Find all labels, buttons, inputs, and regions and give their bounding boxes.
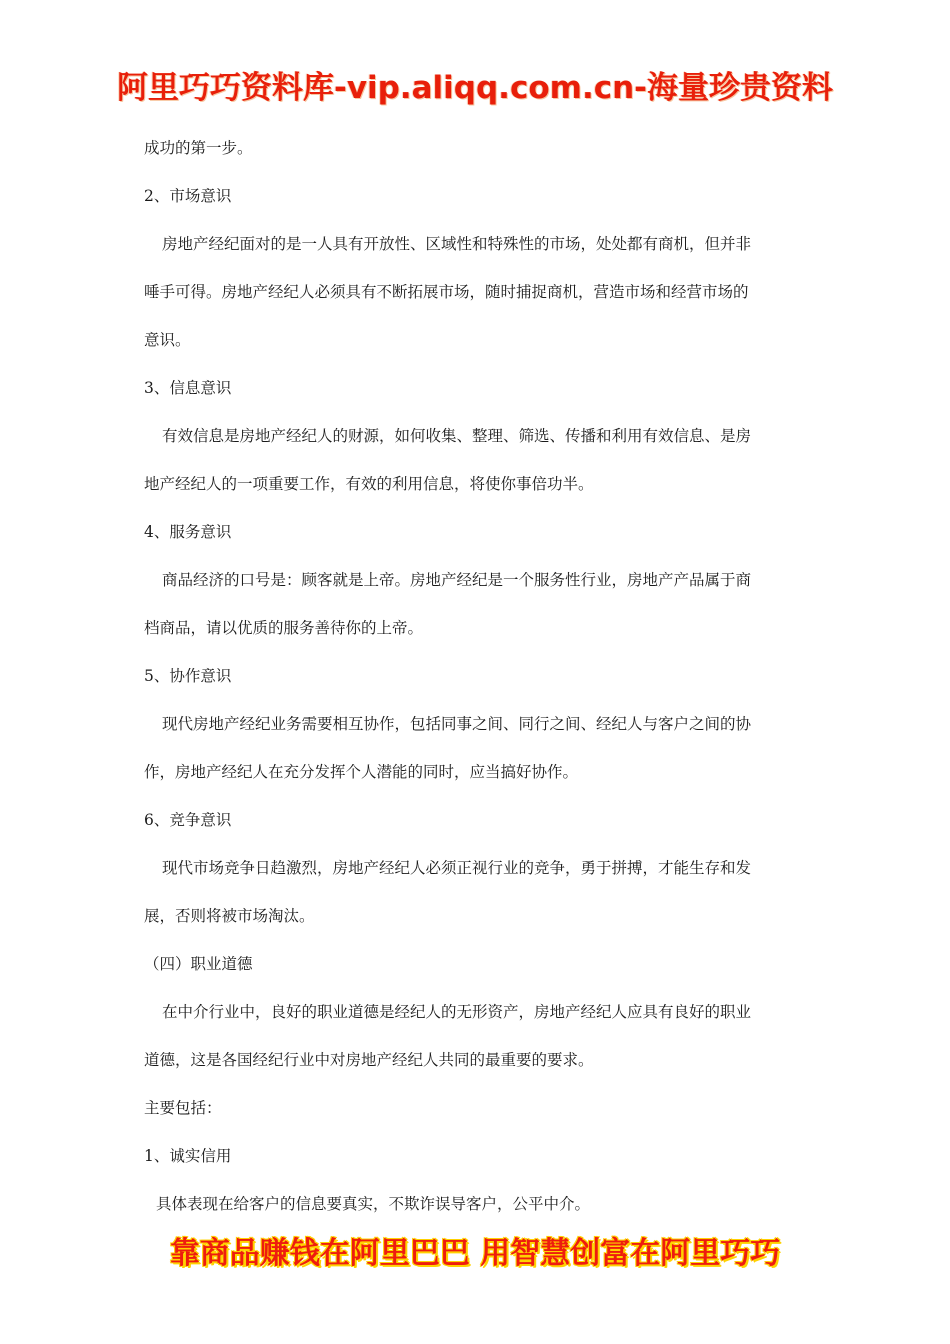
chapter-heading: （四）职业道德 [144,955,253,973]
text-line: 有效信息是房地产经纪人的财源，如何收集、整理、筛选、传播和利用有效信息、是房 [162,427,752,445]
section-heading: 4、服务意识 [144,523,232,541]
section-heading: 2、市场意识 [144,187,232,205]
text-line: 成功的第一步。 [144,139,253,157]
text-line: 具体表现在给客户的信息要真实，不欺诈误导客户，公平中介。 [156,1195,591,1213]
text-line: 意识。 [144,331,191,349]
text-line: 道德，这是各国经纪行业中对房地产经纪人共同的最重要的要求。 [144,1051,594,1069]
text-line: 唾手可得。房地产经纪人必须具有不断拓展市场，随时捕捉商机，营造市场和经营市场的 [144,283,749,301]
text-line: 在中介行业中，良好的职业道德是经纪人的无形资产，房地产经纪人应具有良好的职业 [162,1003,752,1021]
footer-banner: 靠商品赚钱在阿里巴巴 用智慧创富在阿里巧巧 [169,1236,781,1271]
text-line: 主要包括： [144,1099,222,1117]
document-body [144,124,808,1228]
section-heading: 3、信息意识 [144,379,232,397]
section-heading: 1、诚实信用 [144,1147,232,1165]
section-heading: 5、协作意识 [144,667,232,685]
text-line: 现代房地产经纪业务需要相互协作，包括同事之间、同行之间、经纪人与客户之间的协 [162,715,752,733]
text-line: 现代市场竞争日趋激烈，房地产经纪人必须正视行业的竞争，勇于拼搏，才能生存和发 [162,859,752,877]
text-line: 展，否则将被市场淘汰。 [144,907,315,925]
header-banner: 阿里巧巧资料库-vip.aliqq.com.cn-海量珍贵资料 [116,70,834,106]
text-line: 房地产经纪面对的是一人具有开放性、区域性和特殊性的市场，处处都有商机，但并非 [162,235,752,253]
text-line: 地产经纪人的一项重要工作，有效的利用信息，将使你事倍功半。 [144,475,594,493]
text-line: 档商品，请以优质的服务善待你的上帝。 [144,619,424,637]
text-line: 作，房地产经纪人在充分发挥个人潜能的同时，应当搞好协作。 [144,763,579,781]
text-line: 商品经济的口号是：顾客就是上帝。房地产经纪是一个服务性行业，房地产产品属于商 [162,571,752,589]
section-heading: 6、竞争意识 [144,811,232,829]
